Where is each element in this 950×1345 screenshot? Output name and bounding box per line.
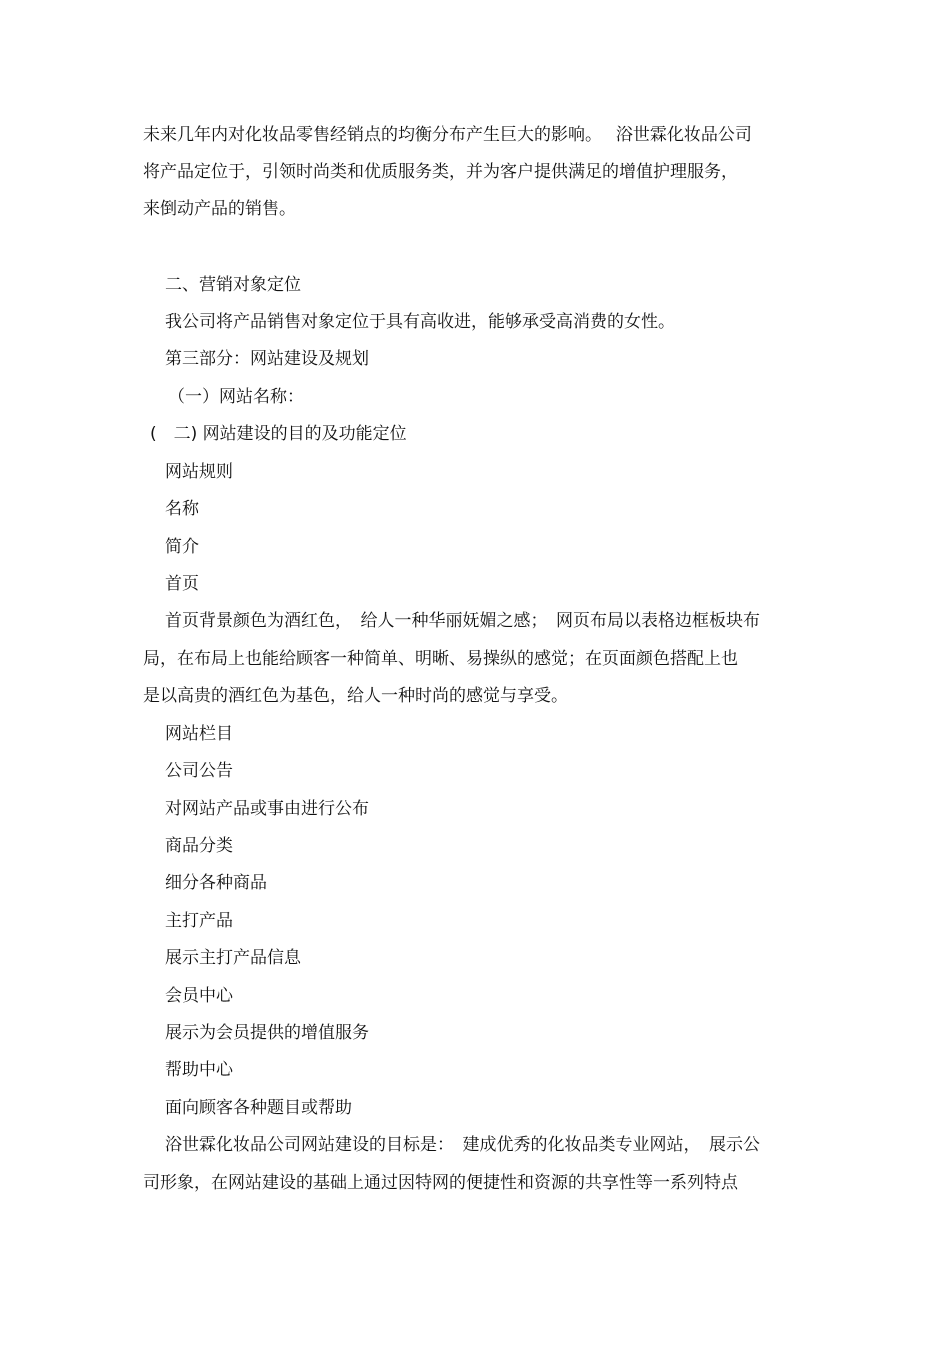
paragraph-line: 未来几年内对化妆品零售经销点的均衡分布产生巨大的影响。 浴世霖化妆品公司 <box>143 125 752 145</box>
paragraph-line: 局，在布局上也能给顾客一种简单、明晰、易操纵的感觉；在页面颜色搭配上也 <box>143 649 738 669</box>
list-item: 对网站产品或事由进行公布 <box>165 799 369 819</box>
list-item: 细分各种商品 <box>165 873 267 893</box>
list-item: 网站栏目 <box>165 724 233 744</box>
list-item: 帮助中心 <box>165 1060 233 1080</box>
list-item: 商品分类 <box>165 836 233 856</box>
list-item: 会员中心 <box>165 986 233 1006</box>
paragraph-line: 首页背景颜色为酒红色， 给人一种华丽妩媚之感； 网页布局以表格边框板块布 <box>165 611 760 631</box>
paragraph-line: 将产品定位于，引领时尚类和优质服务类，并为客户提供满足的增值护理服务， <box>143 162 738 182</box>
list-item: 展示主打产品信息 <box>165 948 301 968</box>
list-item: 首页 <box>165 574 199 594</box>
list-item: 名称 <box>165 499 199 519</box>
list-item: 公司公告 <box>165 761 233 781</box>
section-heading: 二、营销对象定位 <box>165 275 301 295</box>
subsection-heading: （一）网站名称： <box>168 387 304 407</box>
paragraph-line: 来倒动产品的销售。 <box>143 199 296 219</box>
list-item: 主打产品 <box>165 911 233 931</box>
subsection-heading: ( 二) 网站建设的目的及功能定位 <box>150 424 407 444</box>
list-item: 展示为会员提供的增值服务 <box>165 1023 369 1043</box>
list-item: 面向顾客各种题目或帮助 <box>165 1098 352 1118</box>
paragraph-line: 司形象，在网站建设的基础上通过因特网的便捷性和资源的共享性等一系列特点 <box>143 1173 738 1193</box>
section-heading: 第三部分：网站建设及规划 <box>165 349 369 369</box>
paragraph-line: 浴世霖化妆品公司网站建设的目标是： 建成优秀的化妆品类专业网站， 展示公 <box>165 1135 760 1155</box>
list-item: 简介 <box>165 537 199 557</box>
list-item: 网站规则 <box>165 462 233 482</box>
paragraph-line: 我公司将产品销售对象定位于具有高收进，能够承受高消费的女性。 <box>165 312 675 332</box>
paragraph-line: 是以高贵的酒红色为基色，给人一种时尚的感觉与享受。 <box>143 686 568 706</box>
